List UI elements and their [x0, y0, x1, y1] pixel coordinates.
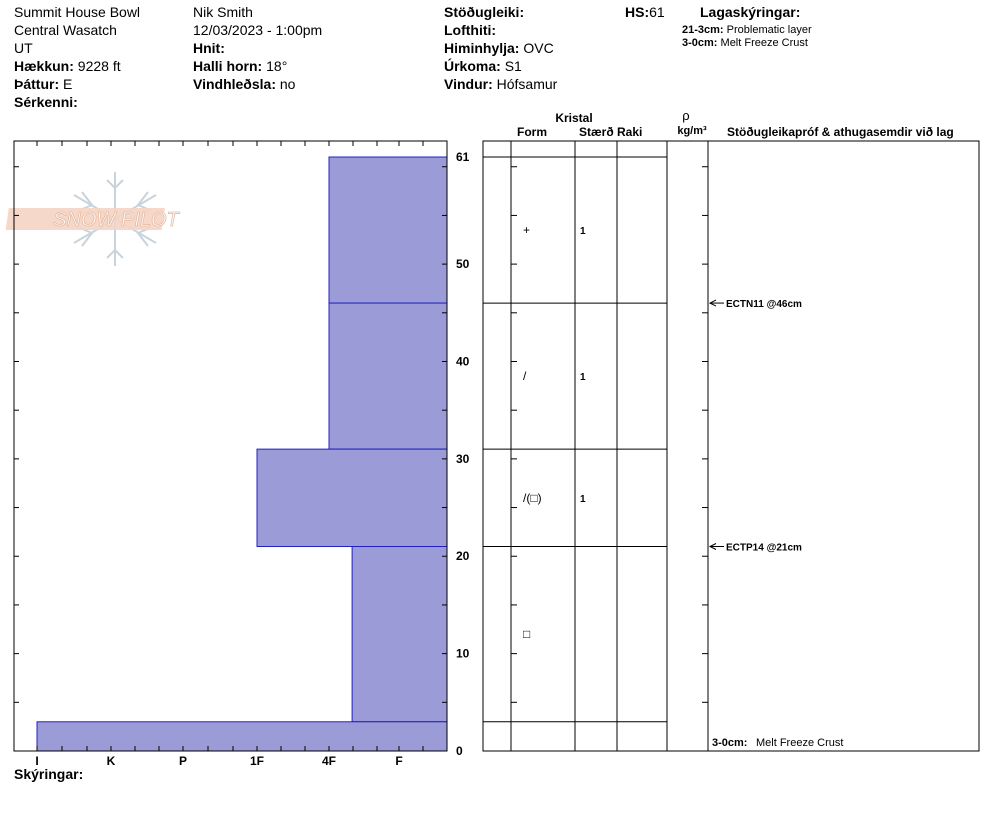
x-tick-label: F: [395, 754, 403, 768]
size-header: Stærð: [579, 125, 614, 139]
layer-note-text: Problematic layer: [726, 24, 812, 36]
aspect-value: E: [63, 76, 73, 92]
watermark-text: SNOW PILOT: [53, 209, 179, 231]
y-tick-label: 50: [456, 257, 470, 272]
table-frame: [483, 141, 979, 751]
coordinates-label: Hnit:: [193, 40, 225, 56]
location-name: Summit House Bowl: [14, 4, 141, 20]
x-tick-label: I: [35, 754, 39, 768]
bottom-layer-note: [712, 737, 843, 749]
sky-cover-label: Himinhylja:: [444, 40, 520, 56]
bottom-note-text: Melt Freeze Crust: [756, 737, 844, 749]
y-tick-label: 61: [456, 150, 470, 164]
y-tick-label: 30: [456, 451, 470, 466]
wind-label: Vindur:: [444, 76, 493, 92]
layer-note-range: 21-3cm:: [682, 24, 724, 36]
precipitation-value: S1: [504, 58, 522, 74]
crystal-size: 1: [580, 372, 586, 384]
stability-label: Stöðugleiki:: [444, 4, 525, 20]
wind-loading-label: Vindhleðsla:: [193, 76, 276, 92]
crystal-form: □: [523, 627, 531, 642]
snow-height-label: HS:: [625, 4, 650, 20]
bottom-note-range: 3-0cm:: [712, 737, 748, 749]
x-tick-label: 1F: [249, 754, 265, 768]
aspect-label: Þáttur:: [14, 76, 60, 92]
density-unit: kg/m³: [677, 125, 707, 137]
air-temperature-label: Lofthiti:: [444, 22, 497, 38]
layer-table: [483, 141, 979, 751]
x-tick-label: P: [178, 754, 188, 768]
hardness-bar: [37, 722, 447, 751]
y-tick-label: 20: [456, 549, 470, 564]
wind-loading-value: no: [279, 76, 296, 92]
y-tick-label: 10: [456, 646, 470, 661]
slope-angle-label: Halli horn:: [193, 58, 263, 74]
crystal-form: +: [523, 223, 531, 238]
stability-test-label: ECTP14 @21cm: [726, 542, 802, 554]
crystal-form: /: [523, 369, 527, 384]
footer-notes-label: Skýringar:: [14, 766, 84, 782]
x-tick-label: 4F: [321, 754, 337, 768]
comments-header: Stöðugleikapróf & athugasemdir við lag: [727, 125, 954, 139]
moisture-header: Raki: [617, 125, 643, 139]
layer-note-text: Melt Freeze Crust: [720, 37, 808, 49]
snowpilot-watermark: [6, 172, 181, 266]
features-label: Sérkenni:: [14, 94, 78, 110]
elevation-label: Hækkun:: [14, 58, 74, 74]
observer-name: Nik Smith: [193, 4, 253, 20]
hardness-bar: [257, 449, 447, 546]
crystal-size: 1: [580, 493, 586, 505]
hardness-bars: [37, 157, 447, 751]
density-symbol: ρ: [682, 108, 690, 123]
precipitation-label: Úrkoma:: [444, 58, 501, 74]
wind-value: Hófsamur: [496, 76, 558, 92]
crystal-header: Kristal: [555, 111, 593, 125]
layer-legend-title: Lagaskýringar:: [700, 4, 801, 20]
stability-test-label: ECTN11 @46cm: [726, 299, 802, 311]
sky-cover-value: OVC: [523, 40, 554, 56]
slope-angle-value: 18°: [266, 58, 288, 74]
crystal-size: 1: [580, 226, 586, 238]
crystal-form: /(□): [523, 490, 542, 505]
hardness-bar: [329, 303, 447, 449]
state: UT: [14, 40, 33, 56]
y-tick-label: 40: [456, 354, 470, 369]
x-tick-label: K: [106, 754, 116, 768]
hardness-bar: [352, 547, 447, 722]
mountain-range: Central Wasatch: [14, 22, 117, 38]
observation-datetime: 12/03/2023 - 1:00pm: [193, 22, 323, 38]
y-tick-label: 0: [456, 744, 463, 758]
elevation-value: 9228 ft: [77, 58, 121, 74]
snow-height-value: 61: [649, 4, 665, 20]
layer-note-range: 3-0cm:: [682, 37, 718, 49]
hardness-bar: [329, 157, 447, 303]
form-header: Form: [517, 125, 547, 139]
